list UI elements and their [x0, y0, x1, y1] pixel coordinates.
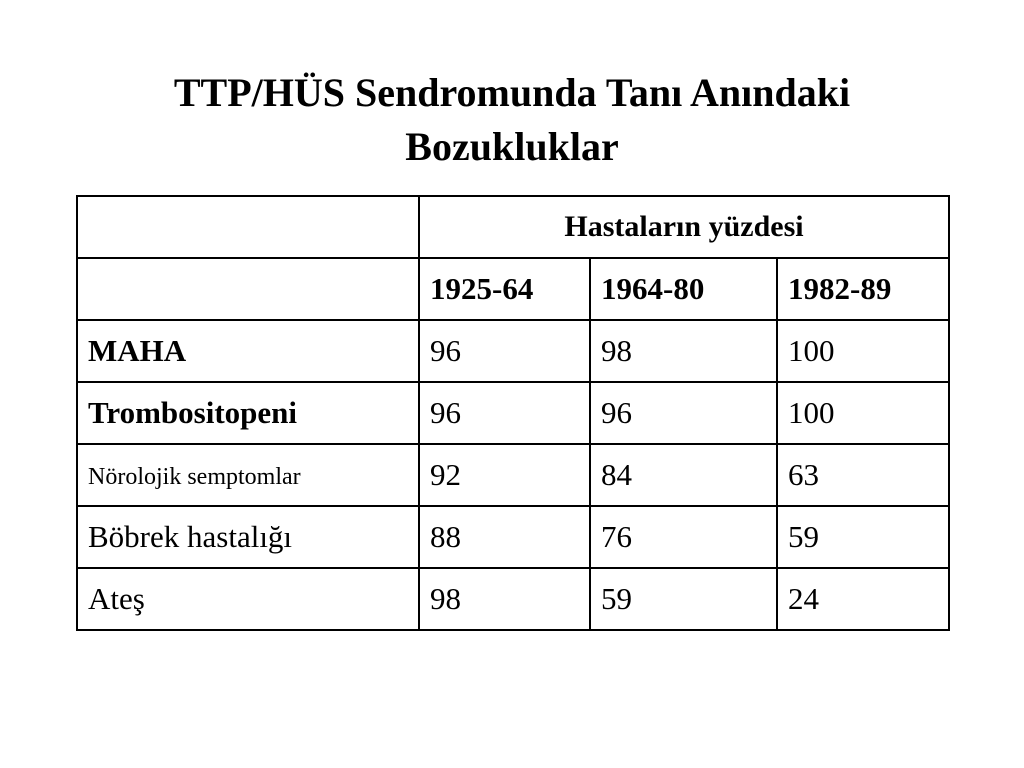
empty-corner-cell	[77, 196, 419, 258]
data-table	[76, 195, 950, 631]
table-row	[77, 382, 949, 444]
period-header-cell: 1964-80	[590, 258, 777, 320]
empty-corner-cell	[77, 258, 419, 320]
value-cell: 59	[777, 506, 949, 568]
value-cell: 59	[590, 568, 777, 630]
value-cell: 92	[419, 444, 590, 506]
table-row	[77, 320, 949, 382]
row-label: Nörolojik semptomlar	[77, 444, 419, 506]
value-cell: 84	[590, 444, 777, 506]
value-cell: 96	[590, 382, 777, 444]
period-header-cell: 1982-89	[777, 258, 949, 320]
row-label: Ateş	[77, 568, 419, 630]
table-row	[77, 444, 949, 506]
value-cell: 88	[419, 506, 590, 568]
slide-title	[0, 66, 1024, 174]
table-header-row-group	[77, 196, 949, 258]
table-row	[77, 568, 949, 630]
value-cell: 24	[777, 568, 949, 630]
value-cell: 96	[419, 382, 590, 444]
value-cell: 100	[777, 382, 949, 444]
table-row	[77, 506, 949, 568]
row-label: MAHA	[77, 320, 419, 382]
value-cell: 98	[419, 568, 590, 630]
value-cell: 63	[777, 444, 949, 506]
table-header-row-periods	[77, 258, 949, 320]
value-cell: 100	[777, 320, 949, 382]
row-label: Trombositopeni	[77, 382, 419, 444]
period-header-cell: 1925-64	[419, 258, 590, 320]
slide-title-line-1: TTP/HÜS Sendromunda Tanı Anındaki	[173, 70, 851, 115]
value-cell: 96	[419, 320, 590, 382]
value-cell: 76	[590, 506, 777, 568]
row-label: Böbrek hastalığı	[77, 506, 419, 568]
group-header-cell: Hastaların yüzdesi	[419, 196, 949, 258]
value-cell: 98	[590, 320, 777, 382]
slide-title-line-2: Bozukluklar	[405, 124, 619, 169]
